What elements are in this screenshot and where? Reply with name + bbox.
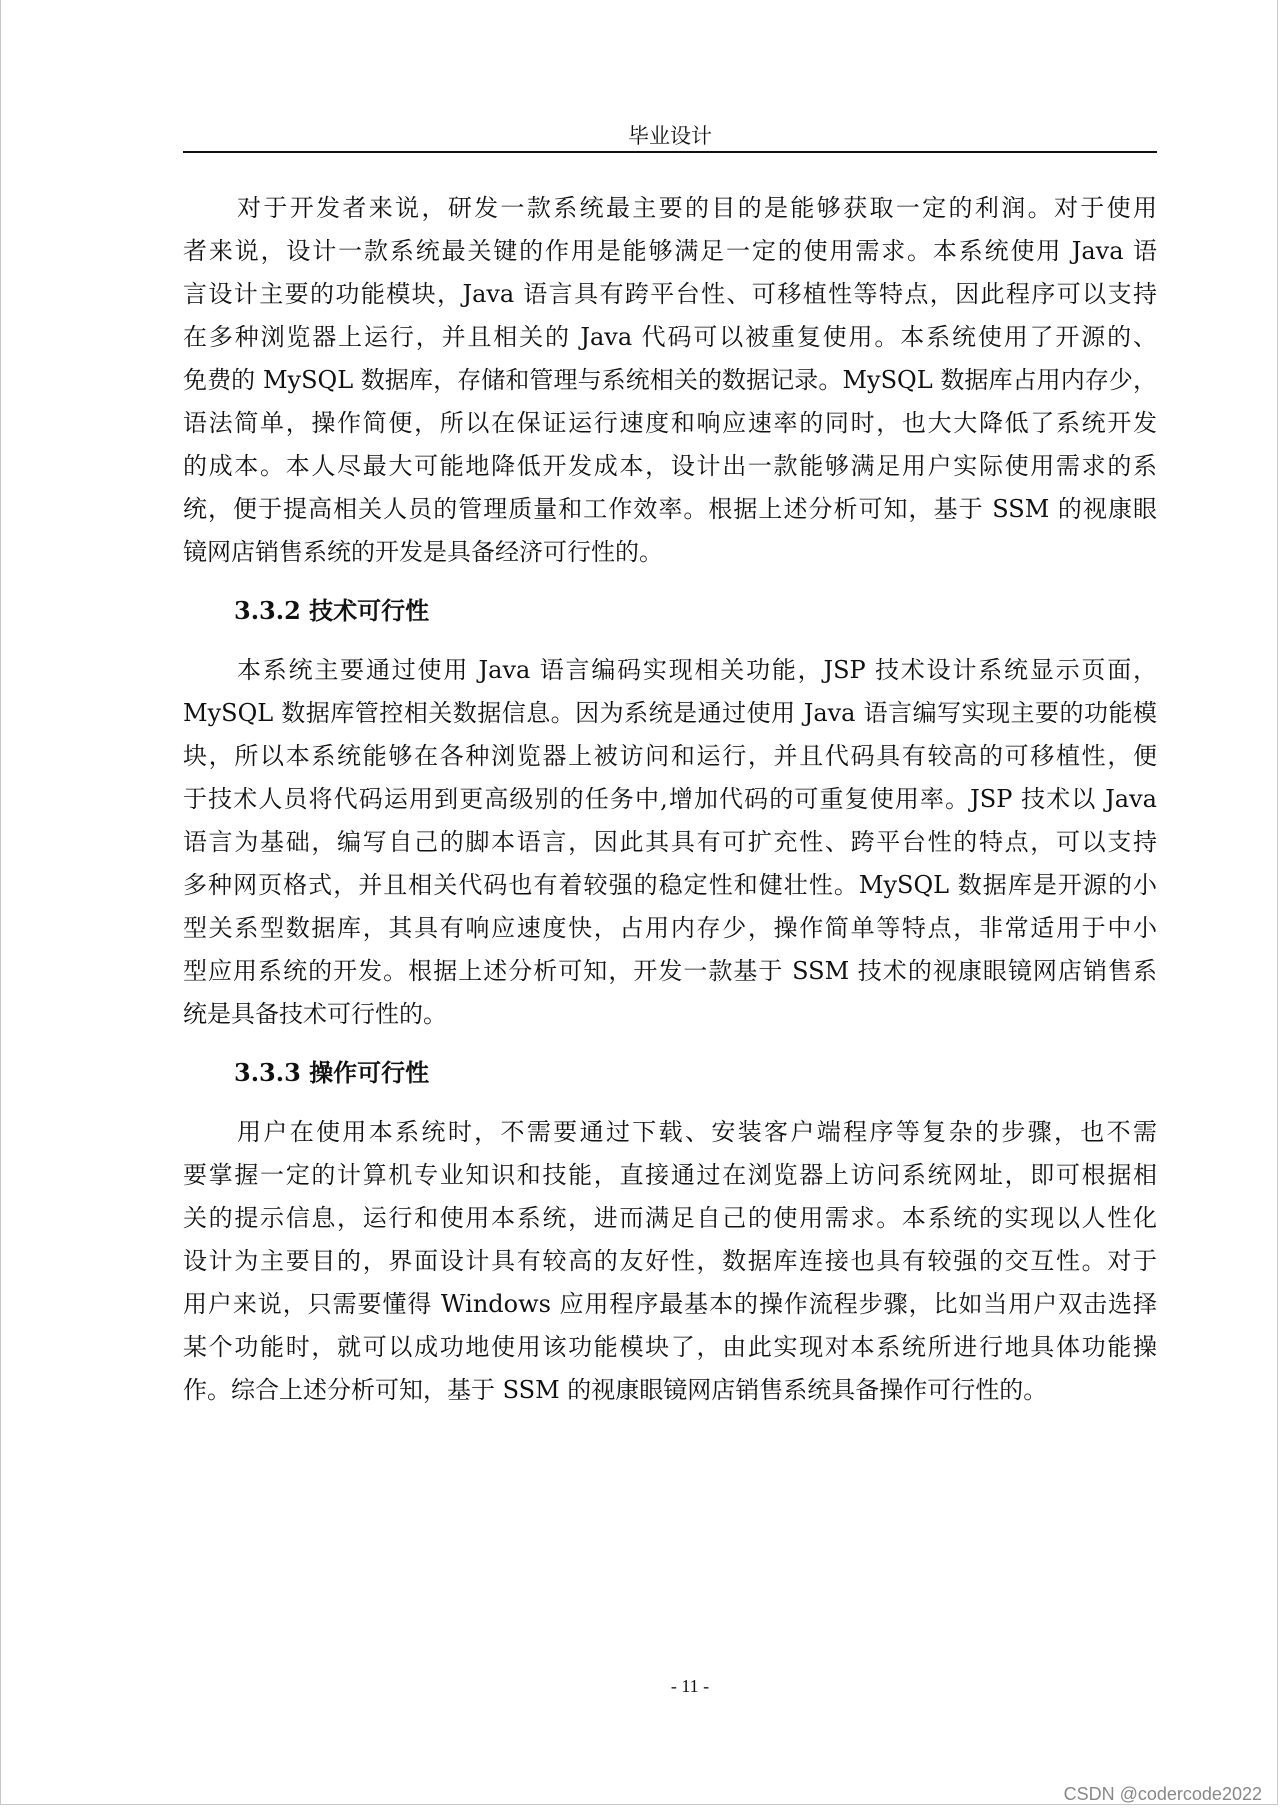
text-line: MySQL 数据库管控相关数据信息。因为系统是通过使用 Java 语言编写实现主要的功能模 [183,699,1157,727]
text-line: 要掌握一定的计算机专业知识和技能，直接通过在浏览器上访问系统网址，即可根据相 [183,1161,1157,1189]
watermark: CSDN @codercode2022 [1063,1784,1262,1804]
header-rule [183,151,1157,153]
text-line: 多种网页格式，并且相关代码也有着较强的稳定性和健壮性。MySQL 数据库是开源的小 [183,871,1157,899]
text-line: 的成本。本人尽最大可能地降低开发成本，设计出一款能够满足用户实际使用需求的系 [183,452,1157,480]
text-line: 对于开发者来说，研发一款系统最主要的目的是能够获取一定的利润。对于使用 [237,194,1157,222]
text-line: 本系统主要通过使用 Java 语言编码实现相关功能，JSP 技术设计系统显示页面， [237,656,1157,684]
text-line: 镜网店销售系统的开发是具备经济可行性的。 [183,538,663,566]
paragraph-operational-feasibility [183,1111,1157,1412]
text-line: 统是具备技术可行性的。 [183,1000,447,1028]
text-line: 某个功能时，就可以成功地使用该功能模块了，由此实现对本系统所进行地具体功能操 [183,1333,1157,1361]
page-number: - 11 - [670,1676,710,1696]
text-line: 用户来说，只需要懂得 Windows 应用程序最基本的操作流程步骤，比如当用户双击选择 [183,1290,1157,1318]
text-line: 免费的 MySQL 数据库，存储和管理与系统相关的数据记录。MySQL 数据库占用内存少， [183,366,1157,394]
text-line: 语言为基础，编写自己的脚本语言，因此其具有可扩充性、跨平台性的特点，可以支持 [183,828,1157,856]
text-line: 用户在使用本系统时，不需要通过下载、安装客户端程序等复杂的步骤，也不需 [237,1118,1157,1146]
running-header: 毕业设计 [628,124,712,148]
text-line: 作。综合上述分析可知，基于 SSM 的视康眼镜网店销售系统具备操作可行性的。 [183,1376,1048,1404]
text-line: 言设计主要的功能模块，Java 语言具有跨平台性、可移植性等特点，因此程序可以支持 [183,280,1157,308]
section-heading-3-3-3: 3.3.3 操作可行性 [234,1058,430,1087]
text-line: 在多种浏览器上运行，并且相关的 Java 代码可以被重复使用。本系统使用了开源的、 [183,323,1157,351]
text-line: 统，便于提高相关人员的管理质量和工作效率。根据上述分析可知，基于 SSM 的视康眼 [183,495,1157,523]
paragraph-economic-feasibility [183,187,1157,574]
text-line: 设计为主要目的，界面设计具有较高的友好性，数据库连接也具有较强的交互性。对于 [183,1247,1157,1275]
section-heading-3-3-2: 3.3.2 技术可行性 [234,596,430,625]
text-line: 语法简单，操作简便，所以在保证运行速度和响应速率的同时，也大大降低了系统开发 [183,409,1157,437]
text-line: 关的提示信息，运行和使用本系统，进而满足自己的使用需求。本系统的实现以人性化 [183,1204,1157,1232]
text-line: 于技术人员将代码运用到更高级别的任务中,增加代码的可重复使用率。JSP 技术以 Java [183,785,1157,813]
text-line: 块，所以本系统能够在各种浏览器上被访问和运行，并且代码具有较高的可移植性，便 [183,742,1157,770]
text-line: 者来说，设计一款系统最关键的作用是能够满足一定的使用需求。本系统使用 Java 语 [183,237,1157,265]
text-line: 型关系型数据库，其具有响应速度快，占用内存少，操作简单等特点，非常适用于中小 [183,914,1157,942]
paragraph-technical-feasibility [183,649,1157,1036]
text-line: 型应用系统的开发。根据上述分析可知，开发一款基于 SSM 技术的视康眼镜网店销售系 [183,957,1157,985]
